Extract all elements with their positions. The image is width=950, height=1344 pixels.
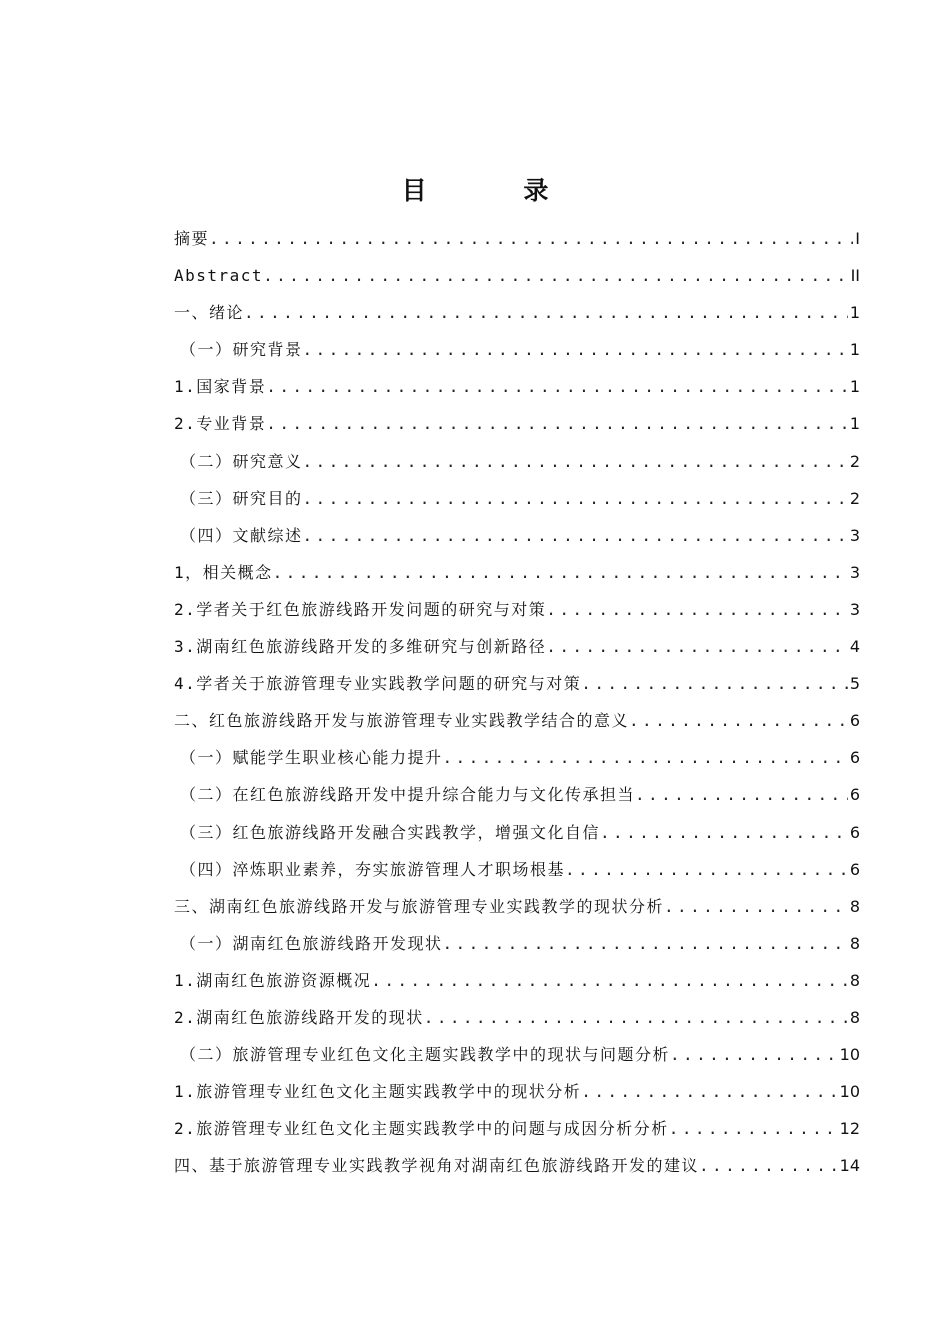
toc-entry-page-number: 10: [839, 1045, 860, 1065]
toc-dot-leader: [565, 859, 848, 881]
toc-entry-text: （一）赋能学生职业核心能力提升: [180, 748, 443, 768]
toc-entry: [174, 1007, 860, 1044]
toc-entry-text: （四）淬炼职业素养，夯实旅游管理人才职场根基: [180, 859, 566, 879]
toc-entry-text: 四、基于旅游管理专业实践教学视角对湖南红色旅游线路开发的建议: [174, 1156, 700, 1176]
toc-entry: [174, 747, 860, 784]
toc-dot-leader: [443, 933, 848, 955]
toc-entry-text: 4.学者关于旅游管理专业实践教学问题的研究与对策: [174, 674, 582, 694]
toc-dot-leader: [266, 413, 848, 435]
toc-entry-text: （四）文献综述: [180, 525, 303, 545]
toc-dot-leader: [669, 1118, 838, 1140]
toc-entry: [174, 1044, 860, 1081]
toc-dot-leader: [629, 710, 848, 732]
toc-entry-page-number: 3: [849, 599, 860, 619]
toc-dot-leader: [263, 265, 849, 287]
toc-entry: [174, 451, 860, 488]
toc-entry-page-number: 1: [849, 414, 860, 434]
toc-entry: [174, 970, 860, 1007]
toc-entry-text: （二）旅游管理专业红色文化主题实践教学中的现状与问题分析: [180, 1045, 671, 1065]
toc-entry-text: 2.专业背景: [174, 414, 267, 434]
toc-entry-page-number: II: [850, 266, 860, 286]
toc-entry-page-number: 3: [849, 562, 860, 582]
toc-entry-text: 二、红色旅游线路开发与旅游管理专业实践教学结合的意义: [174, 711, 630, 731]
toc-entry-page-number: 8: [849, 896, 860, 916]
toc-entry: [174, 710, 860, 747]
toc-dot-leader: [371, 970, 848, 992]
toc-entry-text: （一）湖南红色旅游线路开发现状: [180, 933, 443, 953]
toc-dot-leader: [266, 376, 848, 398]
toc-entry: [174, 562, 860, 599]
toc-entry-page-number: 8: [849, 1007, 860, 1027]
toc-entry-text: 1.旅游管理专业红色文化主题实践教学中的现状分析: [174, 1082, 582, 1102]
toc-entry: [174, 525, 860, 562]
toc-entry: [174, 822, 860, 859]
toc-entry: [174, 1155, 860, 1192]
toc-entry-page-number: 8: [849, 933, 860, 953]
toc-entry-text: （三）红色旅游线路开发融合实践教学，增强文化自信: [180, 822, 601, 842]
toc-entry: [174, 673, 860, 710]
toc-dot-leader: [303, 339, 848, 361]
toc-dot-leader: [303, 525, 848, 547]
toc-entry-page-number: 6: [849, 859, 860, 879]
toc-entry-page-number: 1: [849, 340, 860, 360]
toc-entry-text: （三）研究目的: [180, 488, 303, 508]
toc-dot-leader: [546, 636, 848, 658]
toc-entry-text: 2.旅游管理专业红色文化主题实践教学中的问题与成因分析分析: [174, 1119, 669, 1139]
toc-entry: [174, 488, 860, 525]
toc-dot-leader: [581, 673, 848, 695]
toc-dot-leader: [670, 1044, 838, 1066]
toc-dot-leader: [209, 228, 853, 250]
toc-entry-text: Abstract: [174, 266, 264, 286]
toc-entry-text: （二）研究意义: [180, 451, 303, 471]
toc-dot-leader: [303, 488, 848, 510]
toc-entry-text: （二）在红色旅游线路开发中提升综合能力与文化传承担当: [180, 785, 636, 805]
toc-entry: [174, 1081, 860, 1118]
toc-entry-page-number: 4: [849, 637, 860, 657]
toc-dot-leader: [664, 896, 848, 918]
toc-dot-leader: [303, 451, 848, 473]
toc-dot-leader: [443, 747, 848, 769]
toc-entry: [174, 599, 860, 636]
toc-dot-leader: [424, 1007, 848, 1029]
toc-entry-page-number: 1: [849, 303, 860, 323]
toc-list: [174, 228, 860, 1192]
toc-entry-text: 一、绪论: [174, 303, 245, 323]
toc-entry: [174, 265, 860, 302]
toc-entry-page-number: I: [855, 229, 860, 248]
toc-entry-text: 2.湖南红色旅游线路开发的现状: [174, 1007, 424, 1027]
toc-entry: [174, 784, 860, 821]
toc-entry-page-number: 5: [849, 674, 860, 694]
toc-entry-page-number: 6: [849, 748, 860, 768]
toc-entry-page-number: 2: [849, 451, 860, 471]
toc-entry-text: 三、湖南红色旅游线路开发与旅游管理专业实践教学的现状分析: [174, 896, 665, 916]
toc-dot-leader: [273, 562, 848, 584]
toc-entry-page-number: 1: [849, 377, 860, 397]
toc-entry: [174, 1118, 860, 1155]
toc-entry-text: 摘要: [174, 229, 210, 248]
toc-dot-leader: [635, 784, 848, 806]
toc-entry: [174, 933, 860, 970]
toc-dot-leader: [699, 1155, 838, 1177]
toc-entry: [174, 413, 860, 450]
toc-entry: [174, 302, 860, 339]
toc-entry-text: 1.国家背景: [174, 377, 267, 397]
toc-entry-page-number: 2: [849, 488, 860, 508]
toc-dot-leader: [581, 1081, 837, 1103]
toc-dot-leader: [244, 302, 848, 324]
toc-entry-text: 3.湖南红色旅游线路开发的多维研究与创新路径: [174, 637, 547, 657]
toc-entry: [174, 896, 860, 933]
toc-entry-page-number: 14: [839, 1156, 860, 1176]
toc-dot-leader: [546, 599, 848, 621]
toc-dot-leader: [600, 822, 848, 844]
toc-entry-page-number: 6: [849, 711, 860, 731]
toc-entry-page-number: 6: [849, 822, 860, 842]
toc-entry-page-number: 12: [839, 1119, 860, 1139]
toc-entry: [174, 228, 860, 265]
toc-entry: [174, 636, 860, 673]
toc-entry: [174, 376, 860, 413]
toc-entry: [174, 859, 860, 896]
toc-entry: [174, 339, 860, 376]
toc-entry-text: 1，相关概念: [174, 562, 273, 582]
toc-entry-page-number: 3: [849, 525, 860, 545]
toc-entry-text: 1.湖南红色旅游资源概况: [174, 970, 372, 990]
toc-entry-text: （一）研究背景: [180, 340, 303, 360]
toc-title: 目 录: [401, 176, 593, 205]
toc-entry-text: 2.学者关于红色旅游线路开发问题的研究与对策: [174, 599, 547, 619]
toc-entry-page-number: 10: [839, 1082, 860, 1102]
toc-entry-page-number: 6: [849, 785, 860, 805]
toc-entry-page-number: 8: [849, 970, 860, 990]
